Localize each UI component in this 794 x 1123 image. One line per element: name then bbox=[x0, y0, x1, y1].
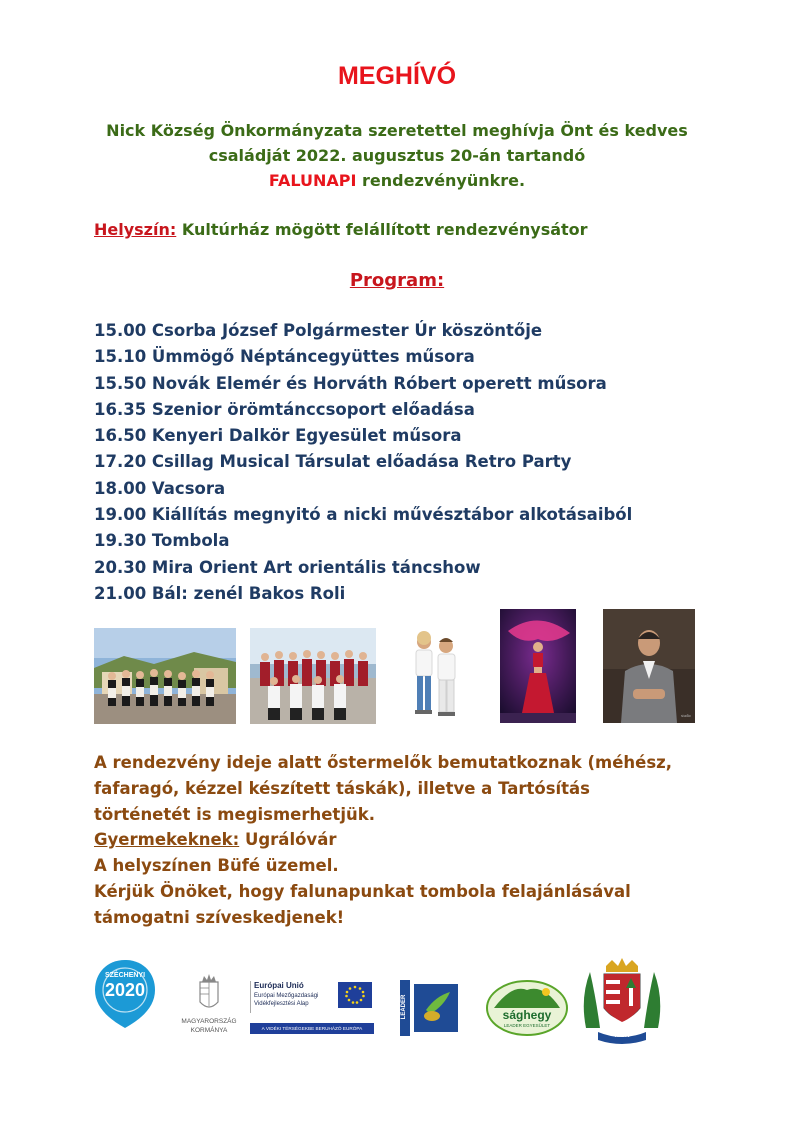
leader-label: LEADER bbox=[401, 994, 407, 1020]
intro-line-2: családját 2022. augusztus 20-án tartandó bbox=[208, 146, 586, 165]
eu-title: Európai Unió bbox=[254, 981, 304, 990]
schedule-item: 16.50 Kenyeri Dalkör Egyesület műsora bbox=[94, 426, 462, 446]
request-line-2: támogatni szíveskedjenek! bbox=[94, 907, 345, 927]
schedule-item: 18.00 Vacsora bbox=[94, 478, 226, 498]
notes-line-2: fafaragó, kézzel készített táskák), illetve a Tartósítás bbox=[94, 778, 591, 798]
saghegy-name: sághegy bbox=[502, 1008, 552, 1022]
saghegy-logo bbox=[486, 978, 568, 1036]
schedule-item: 15.10 Ümmögő Néptáncegyüttes műsora bbox=[94, 347, 475, 367]
program-heading: Program: bbox=[349, 270, 445, 291]
saghegy-sub: LEADER EGYESÜLET bbox=[503, 1023, 551, 1028]
schedule-item: 16.35 Szenior örömtánccsoport előadása bbox=[94, 399, 475, 419]
eu-fund-line-2: Vidékfejlesztési Alap bbox=[254, 1001, 309, 1007]
nick-coat-of-arms bbox=[576, 958, 668, 1050]
eu-flag bbox=[338, 982, 372, 1008]
szechenyi-year: 2020 bbox=[104, 980, 146, 1000]
request-line-1: Kérjük Önöket, hogy falunapunkat tombola felajánlásával bbox=[94, 881, 631, 901]
photo-operetta-duo bbox=[386, 628, 486, 724]
szechenyi-label: SZÉCHENYI bbox=[104, 972, 146, 979]
location-label: Helyszín: bbox=[94, 220, 177, 239]
event-name: FALUNAPI bbox=[268, 171, 357, 190]
schedule-item: 19.30 Tombola bbox=[94, 531, 230, 551]
svg-text:studio: studio bbox=[681, 713, 691, 718]
invitation-title: MEGHÍVÓ bbox=[337, 62, 457, 90]
schedule-item: 15.50 Novák Elemér és Horváth Róbert operett műsora bbox=[94, 373, 607, 393]
location bbox=[94, 220, 734, 239]
location-value: Kultúrház mögött felállított rendezvénysátor bbox=[176, 220, 588, 239]
notes bbox=[94, 750, 734, 931]
szechenyi-2020-logo bbox=[92, 958, 158, 1030]
government-line-1: MAGYARORSZÁG bbox=[181, 1018, 237, 1025]
eu-banner: A VIDÉKI TÉRSÉGEKBE BERUHÁZÓ EURÓPA bbox=[250, 1023, 374, 1034]
photo-choir-group bbox=[250, 628, 376, 724]
schedule-item: 17.20 Csillag Musical Társulat előadása Retro Party bbox=[94, 452, 572, 472]
government-line-2: KORMÁNYA bbox=[190, 1027, 228, 1034]
kids-label: Gyermekeknek: bbox=[94, 830, 240, 850]
intro-line-3 bbox=[60, 168, 734, 193]
notes-line-3: történetét is megismerhetjük. bbox=[94, 804, 375, 824]
intro-line-1: Nick Község Önkormányzata szeretettel meghívja Önt és kedves bbox=[106, 121, 688, 140]
schedule-item: 20.30 Mira Orient Art orientális táncshow bbox=[94, 557, 481, 577]
kids-line bbox=[94, 827, 734, 853]
photo-folk-dance-group bbox=[94, 628, 236, 724]
notes-line-1: A rendezvény ideje alatt őstermelők bemutatkoznak (méhész, bbox=[94, 753, 673, 772]
schedule-item: 19.00 Kiállítás megnyitó a nicki művésztábor alkotásaiból bbox=[94, 505, 633, 525]
eu-agricultural-fund-logo bbox=[250, 981, 374, 1037]
eu-fund-line-1: Európai Mezőgazdasági bbox=[254, 993, 319, 999]
kids-value: Ugrálóvár bbox=[239, 830, 337, 850]
schedule-item: 15.00 Csorba József Polgármester Úr köszöntője bbox=[94, 321, 543, 340]
photo-singer-portrait bbox=[603, 609, 695, 723]
schedule-item: 21.00 Bál: zenél Bakos Roli bbox=[94, 583, 346, 603]
leader-logo bbox=[400, 980, 462, 1036]
eu-stars-icon bbox=[338, 982, 372, 1008]
photo-oriental-dancer bbox=[500, 609, 576, 723]
intro-text bbox=[60, 118, 734, 193]
buffet-line: A helyszínen Büfé üzemel. bbox=[94, 856, 339, 876]
government-logo bbox=[176, 972, 242, 1038]
intro-line-3-rest: rendezvényünkre. bbox=[356, 171, 526, 190]
nick-crest-label: NICK bbox=[614, 1033, 630, 1039]
schedule-list bbox=[94, 318, 734, 607]
